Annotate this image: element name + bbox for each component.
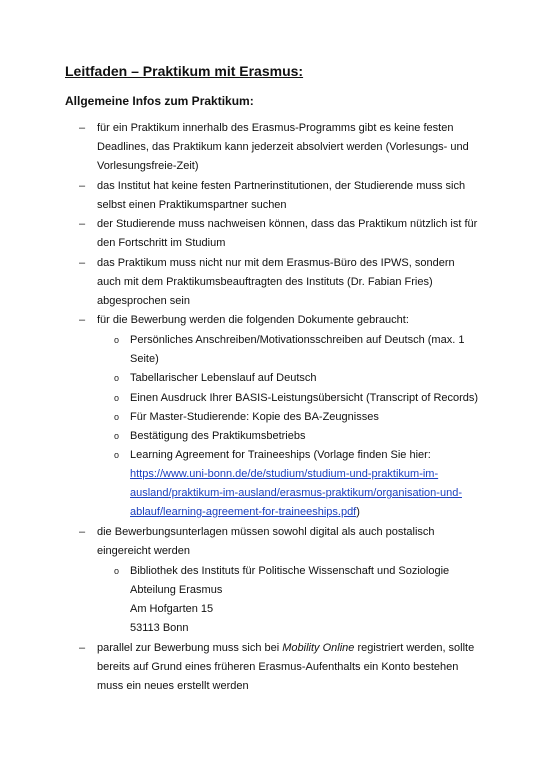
mobility-online-text: Mobility Online	[282, 642, 355, 654]
closing-paren: )	[356, 506, 360, 518]
bullet-dash: –	[79, 314, 86, 326]
sub-bullet-circle: o	[114, 566, 120, 576]
list-item-line: für die Bewerbung werden die folgenden Dokumente gebraucht:	[97, 314, 409, 326]
list-item-line: muss ein neues erstellt werden	[97, 680, 249, 692]
bullet-dash: –	[79, 122, 86, 134]
sub-list-item-line: Persönliches Anschreiben/Motivationsschreiben auf Deutsch (max. 1	[130, 334, 465, 346]
list-item-line: Deadlines, das Praktikum kann jederzeit absolviert werden (Vorlesungs- und	[97, 141, 469, 153]
address-line: Abteilung Erasmus	[130, 584, 223, 596]
learning-agreement-link[interactable]	[130, 467, 438, 481]
list-item-line: das Institut hat keine festen Partnerinstitutionen, der Studierende muss sich	[97, 180, 466, 192]
sub-bullet-circle: o	[114, 373, 120, 383]
bullet-dash: –	[79, 218, 86, 230]
sub-bullet-circle: o	[114, 412, 120, 422]
list-item-line: der Studierende muss nachweisen können, dass das Praktikum nützlich ist für	[97, 218, 478, 230]
learning-agreement-link[interactable]	[130, 486, 462, 500]
address-line: Bibliothek des Instituts für Politische Wissenschaft und Soziologie	[130, 565, 450, 577]
bullet-dash: –	[79, 180, 86, 192]
list-item-line: Vorlesungsfreie-Zeit)	[97, 160, 199, 172]
list-item-line: abgesprochen sein	[97, 295, 190, 307]
sub-list-item-line: Einen Ausdruck Ihrer BASIS-Leistungsübersicht (Transcript of Records)	[130, 392, 479, 404]
sub-list-item-line: Seite)	[130, 353, 159, 365]
link-line[interactable]: ausland/praktikum-im-ausland/erasmus-praktikum/organisation-und-	[130, 487, 462, 499]
sub-bullet-circle: o	[114, 450, 120, 460]
text-segment: registriert werden, sollte	[354, 642, 475, 654]
list-item-line: bereits auf Grund eines früheren Erasmus-Aufenthalts ein Konto bestehen	[97, 661, 459, 673]
list-item-line: für ein Praktikum innerhalb des Erasmus-Programms gibt es keine festen	[97, 122, 454, 134]
sub-list-item-line: Tabellarischer Lebenslauf auf Deutsch	[130, 372, 317, 384]
list-item-line: den Fortschritt im Studium	[97, 237, 226, 249]
list-item-line: das Praktikum muss nicht nur mit dem Erasmus-Büro des IPWS, sondern	[97, 257, 455, 269]
list-item-line: die Bewerbungsunterlagen müssen sowohl digital als auch postalisch	[97, 526, 435, 538]
list-item-line: auch mit dem Praktikumsbeauftragten des Instituts (Dr. Fabian Fries)	[97, 276, 433, 288]
link-line[interactable]: ablauf/learning-agreement-for-traineeships.pdf	[130, 506, 357, 518]
sub-bullet-circle: o	[114, 431, 120, 441]
bullet-dash: –	[79, 642, 86, 654]
sub-list-item-line: Für Master-Studierende: Kopie des BA-Zeugnisses	[130, 411, 379, 423]
address-line: Am Hofgarten 15	[130, 603, 214, 615]
sub-list-item-line: Bestätigung des Praktikumsbetriebs	[130, 430, 306, 442]
text-segment: parallel zur Bewerbung muss sich bei	[97, 642, 283, 654]
address-line: 53113 Bonn	[130, 622, 189, 634]
link-line[interactable]: https://www.uni-bonn.de/de/studium/studium-und-praktikum-im-	[130, 468, 439, 480]
list-item-line	[97, 641, 474, 655]
learning-agreement-link[interactable]	[130, 505, 360, 519]
section-heading: Allgemeine Infos zum Praktikum:	[65, 94, 254, 108]
list-item-line: eingereicht werden	[97, 545, 190, 557]
bullet-dash: –	[79, 526, 86, 538]
bullet-dash: –	[79, 257, 86, 269]
document-title: Leitfaden – Praktikum mit Erasmus:	[65, 63, 304, 79]
sub-bullet-circle: o	[114, 335, 120, 345]
sub-list-item-line: Learning Agreement for Traineeships (Vorlage finden Sie hier:	[130, 449, 431, 461]
list-item-line: selbst einen Praktikumspartner suchen	[97, 199, 287, 211]
sub-bullet-circle: o	[114, 393, 120, 403]
